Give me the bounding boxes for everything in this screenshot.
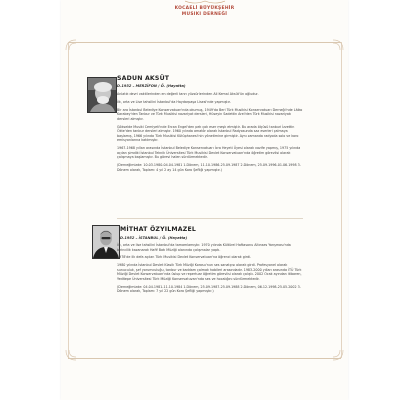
header-title-line1: KOCAELİ BÜYÜKŞEHİR (174, 6, 235, 11)
profile-1-paragraph: Gökselde Musiki Cemiyeti'nde Ercan Engel'den pek çok eser meşk etmiştir. Bu arada ölçüsü tanburi İzzettin Ökte'den tanbur dersleri almıştır. 1960 yılında amatör olarak İstanbul Radyosunda saz eserleri çalmaya başlamış, 1966 yılında Türk Musikisi Kütüphanesi'nin yönetimine girmiştir. Aynı zamanda radyoda solo ve koro emisyonlarına katılmıştır. (117, 124, 299, 143)
document-header (61, 6, 348, 17)
profile-2-subtitle: D.1952 – İSTANBUL / Ö. (Hayatta) (120, 236, 188, 240)
portrait-photo-1 (87, 77, 117, 113)
profile-1-paragraph: İlk, orta ve Lise tahsilini İstanbul'da Haydarpaşa Lisesi'nde yapmıştır. (117, 99, 231, 104)
profile-1-paragraph: Anlatık devri vaktilerinden en değerli tanrı yüzsürlerinden Ali Kemal Aksüt'ün oğludur. (117, 92, 259, 96)
frame-bottom-line (68, 358, 341, 359)
corner-ornament-top-right (331, 38, 345, 52)
profile-2-paragraph: 1980 yılında İstanbul Devlet Klasik Türk Müziği Korosu'nun ses sanatçısı olarak girdi. Profesyonel olarak sunuculuk, şef yorumculuğu, tanbur ve kaddam çalmak hobileri arasındadır. 1983-2000 yılları arasında İTÜ Türk Müziği Devlet Konservatuarı'nda üslup ve repertuar öğretim görevlisi olarak çalıştı. 2002 Ocak ayından itibaren, Yeditepe Üniversitesi Türk Müziği Konservatuvarı'nda ses ve hocalığını sürdürmektedir. (117, 263, 302, 281)
profile-1-paragraph: 1967-1968 yılları arasında İstanbul Belediye Konservatuarı İcra Heyeti Üyesi olarak vazife yapmış, 1975 yılında açılan şimdiki İstanbul Teknik Üniversitesi Türk Musikisi Devlet Konservatuarı'nda öğretim görevlisi olarak çalışmaya başlamıştır. Bu görevi halen sürdürmektedir. (117, 146, 301, 160)
corner-ornament-bottom-right (331, 348, 345, 362)
frame-top-line (68, 42, 341, 43)
profile-1-paragraph: Bir ara İstanbul Belediye Konservatuarı'nda okumuş, 1949'da Beri Türk Musikisi Konservatuarı Derneği'nde Lâiko Karabey'den Tanbur ve Türk Musikisi nazariyat dersleri, Hüseyin Sadettin Arel'den Türk Musikisi nazariyatı dersleri almıştır. (117, 107, 303, 121)
section-divider (117, 218, 303, 219)
profile-2-paragraph: (Derneğimizde: 04.04.1981-11.10.1984 1.Dönem, 25.09.1987-25.09.1988 2.Dönem, 06.12.1998-25.05.2002 3. Dönem olarak, Toplam: 7 yıl 22 gün Koro Şefliği yapmıştır.) (117, 284, 301, 294)
document-page (61, 0, 348, 400)
corner-ornament-top-left (64, 38, 78, 52)
frame-left-line (68, 42, 69, 358)
portrait-photo-2 (92, 225, 120, 259)
profile-1-paragraph: (Derneğimizde: 10.03.1980-04.04.1981 1.Dönem, 11.10.1986-25.09.1987 2.Dönem, 25.09.1996-01.06.1998 3. Dönem olarak, Toplam: 4 yıl 2 ay 14 gün Koro Şefliği yapmıştır.) (117, 163, 301, 172)
profile-1-biography (117, 92, 303, 175)
profile-2-paragraph: 1978'de ilk defa açılan Türk Musikisi Devlet Konservatuarı'na öğrenci olarak girdi. (117, 255, 252, 260)
profile-2-paragraph: İlk, orta ve lise tahsilini İstanbul'da tamamlamıştır. 1970 yılında Kültürel Haftasonu Altınses Yarışması'nda birincilik kazanarak Hafif Batı Müziği alanında çalışmalar yaptı. (117, 243, 291, 252)
profile-1-subtitle: D.1932 – MERZİFON / Ö. (Hayatta) (117, 84, 186, 88)
profile-2-biography (117, 243, 303, 297)
frame-right-line (341, 42, 342, 358)
header-title-line2: MUSIKI DERNEĞİ (181, 12, 228, 17)
corner-ornament-bottom-left (64, 348, 78, 362)
profile-2-name: MİTHAT ÖZYILMAZEL (120, 226, 197, 233)
profile-1-name: SADUN AKSÜT (117, 75, 170, 82)
